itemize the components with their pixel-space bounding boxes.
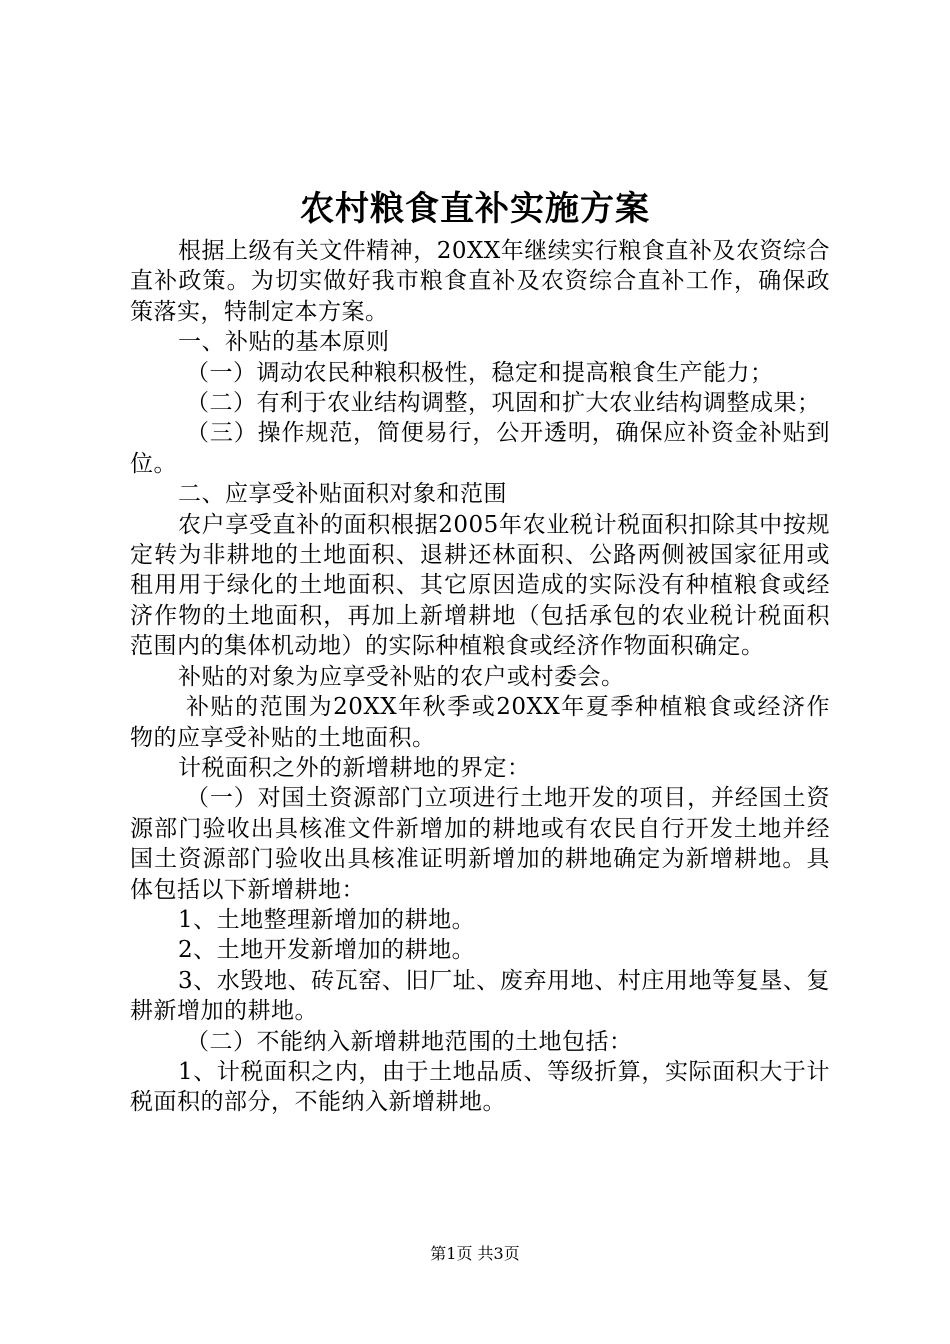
principle-item-2: （二）有利于农业结构调整，巩固和扩大农业结构调整成果； bbox=[186, 390, 821, 417]
section-heading-scope: 二、应享受补贴面积对象和范围 bbox=[178, 481, 507, 508]
new-land-item-1: （一）对国土资源部门立项进行土地开发的项目，并经国土资源部门验收出具核准文件新增加的耕地或有农民自行开发土地并经国土资源部门验收出具核准证明新增加的耕地确定为新增耕地。具体包括以下新增耕地： bbox=[130, 785, 830, 903]
principle-item-3: （三）操作规范，简便易行，公开透明，确保应补资金补贴到位。 bbox=[130, 420, 830, 477]
excluded-land-heading: （二）不能纳入新增耕地范围的土地包括： bbox=[186, 1028, 633, 1055]
new-land-definition-heading: 计税面积之外的新增耕地的界定： bbox=[178, 754, 531, 781]
new-land-subitem-1: 1、土地整理新增加的耕地。 bbox=[178, 906, 476, 933]
page-number-footer: 第1页 共3页 bbox=[430, 1244, 520, 1263]
subject-paragraph: 补贴的对象为应享受补贴的农户或村委会。 bbox=[178, 663, 625, 690]
intro-paragraph: 根据上级有关文件精神，20XX年继续实行粮食直补及农资综合直补政策。为切实做好我市粮食直补及农资综合直补工作，确保政策落实，特制定本方案。 bbox=[130, 238, 830, 325]
document-body bbox=[130, 236, 830, 1118]
area-paragraph: 农户享受直补的面积根据2005年农业税计税面积扣除其中按规定转为非耕地的土地面积、退耕还林面积、公路两侧被国家征用或租用用于绿化的土地面积、其它原因造成的实际没有种植粮食或经济作物的土地面积，再加上新增耕地（包括承包的农业税计税面积范围内的集体机动地）的实际种植粮食或经济作物面积确定。 bbox=[130, 511, 830, 660]
new-land-subitem-2: 2、土地开发新增加的耕地。 bbox=[178, 937, 476, 964]
section-heading-principles: 一、补贴的基本原则 bbox=[178, 329, 390, 356]
document-title: 农村粮食直补实施方案 bbox=[300, 189, 650, 229]
range-paragraph: 补贴的范围为20XX年秋季或20XX年夏季种植粮食或经济作物的应享受补贴的土地面积。 bbox=[130, 694, 830, 751]
new-land-subitem-3: 3、水毁地、砖瓦窑、旧厂址、废弃用地、村庄用地等复垦、复耕新增加的耕地。 bbox=[130, 967, 830, 1025]
principle-item-1: （一）调动农民种粮积极性，稳定和提高粮食生产能力； bbox=[186, 359, 774, 386]
excluded-land-item-1: 1、计税面积之内，由于土地品质、等级折算，实际面积大于计税面积的部分，不能纳入新增耕地。 bbox=[130, 1058, 830, 1116]
